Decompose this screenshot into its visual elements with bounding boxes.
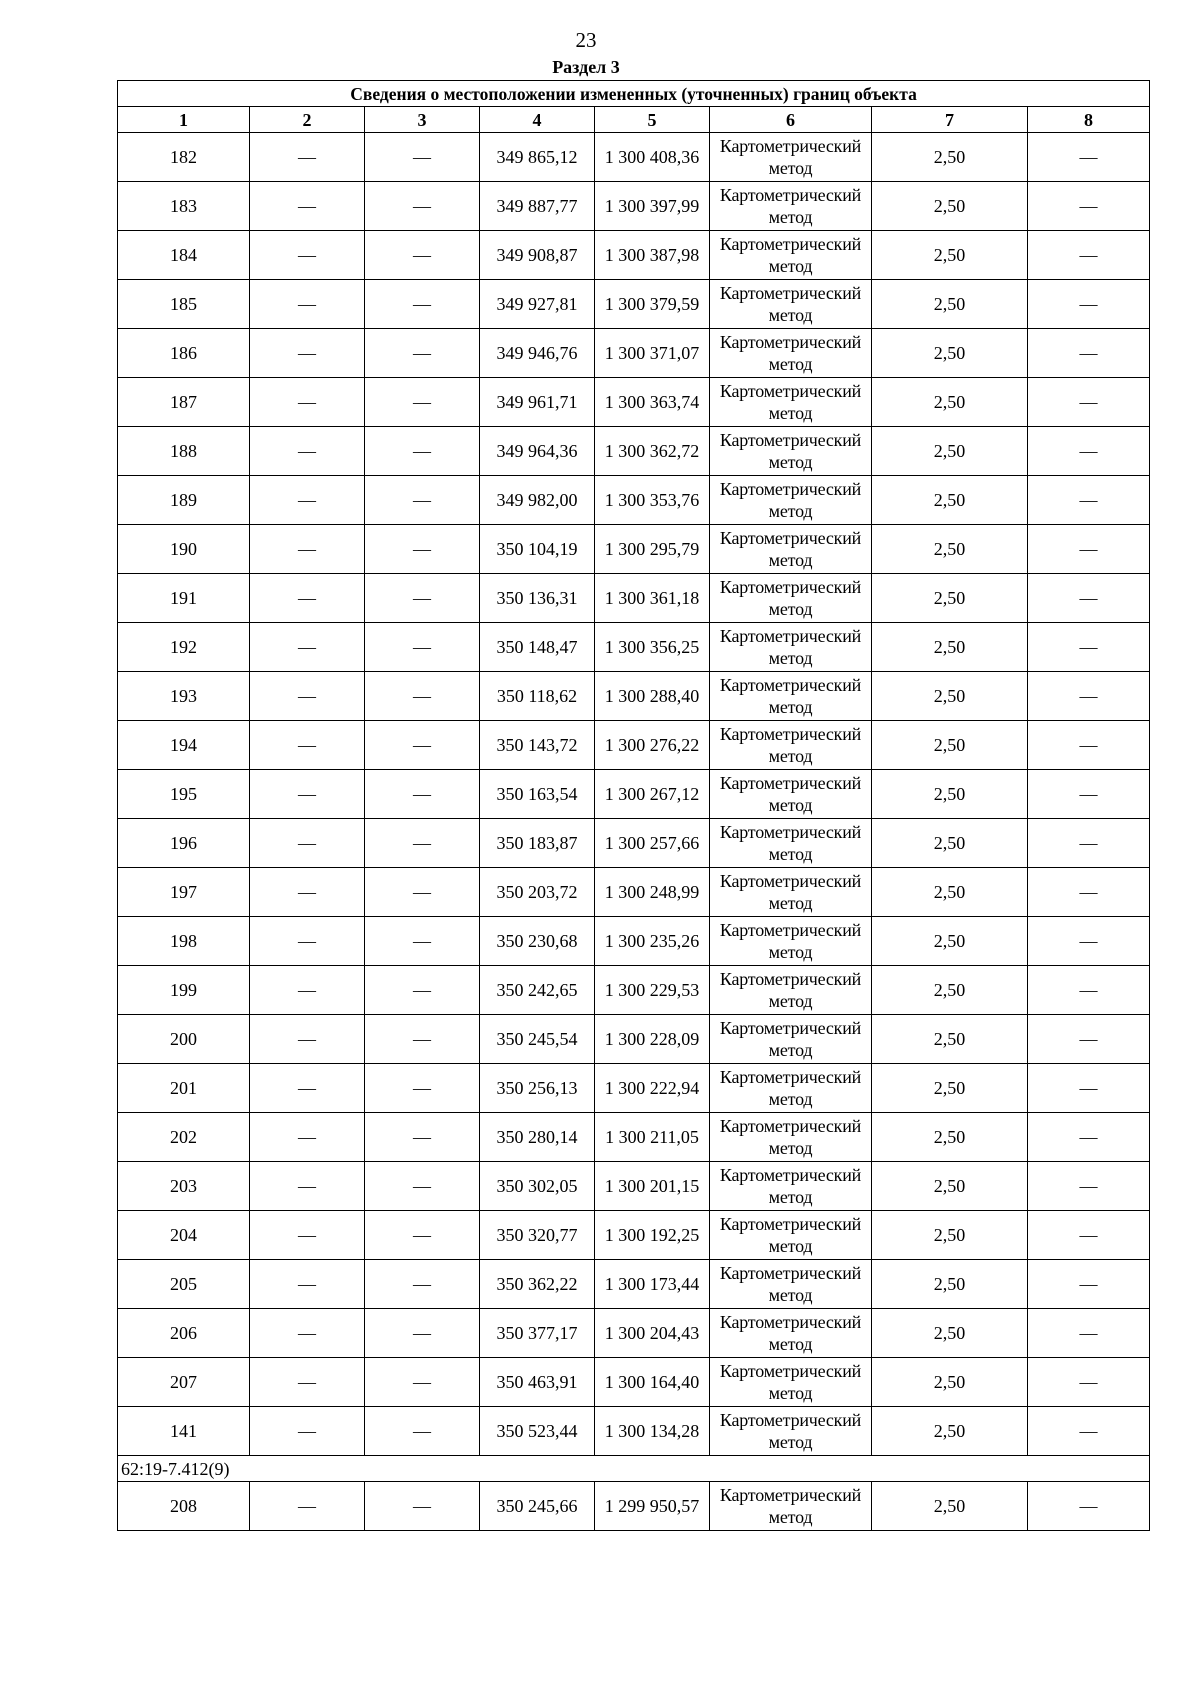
y-coordinate-cell: 1 300 257,66 bbox=[595, 819, 710, 868]
x-coordinate-cell: 349 908,87 bbox=[480, 231, 595, 280]
method-cell: Картометрический метод bbox=[710, 1260, 872, 1309]
group-row bbox=[118, 1456, 1150, 1482]
method-cell: Картометрический метод bbox=[710, 1482, 872, 1531]
empty-dash-cell: — bbox=[250, 868, 365, 917]
empty-dash-cell: — bbox=[250, 182, 365, 231]
empty-dash-cell: — bbox=[1028, 1260, 1150, 1309]
point-number-cell: 205 bbox=[118, 1260, 250, 1309]
point-number-cell: 198 bbox=[118, 917, 250, 966]
method-cell: Картометрический метод bbox=[710, 819, 872, 868]
point-number-cell: 141 bbox=[118, 1407, 250, 1456]
empty-dash-cell: — bbox=[365, 1015, 480, 1064]
empty-dash-cell: — bbox=[365, 378, 480, 427]
x-coordinate-cell: 349 887,77 bbox=[480, 182, 595, 231]
empty-dash-cell: — bbox=[1028, 966, 1150, 1015]
column-header: 2 bbox=[250, 107, 365, 133]
accuracy-cell: 2,50 bbox=[872, 1482, 1028, 1531]
method-cell: Картометрический метод bbox=[710, 721, 872, 770]
x-coordinate-cell: 350 256,13 bbox=[480, 1064, 595, 1113]
empty-dash-cell: — bbox=[1028, 1015, 1150, 1064]
y-coordinate-cell: 1 300 397,99 bbox=[595, 182, 710, 231]
empty-dash-cell: — bbox=[1028, 1482, 1150, 1531]
empty-dash-cell: — bbox=[250, 1113, 365, 1162]
empty-dash-cell: — bbox=[250, 1211, 365, 1260]
table-row bbox=[118, 917, 1150, 966]
y-coordinate-cell: 1 300 371,07 bbox=[595, 329, 710, 378]
accuracy-cell: 2,50 bbox=[872, 182, 1028, 231]
method-cell: Картометрический метод bbox=[710, 1064, 872, 1113]
point-number-cell: 206 bbox=[118, 1309, 250, 1358]
point-number-cell: 196 bbox=[118, 819, 250, 868]
table-row bbox=[118, 1260, 1150, 1309]
accuracy-cell: 2,50 bbox=[872, 231, 1028, 280]
empty-dash-cell: — bbox=[365, 1064, 480, 1113]
y-coordinate-cell: 1 300 353,76 bbox=[595, 476, 710, 525]
empty-dash-cell: — bbox=[1028, 1064, 1150, 1113]
empty-dash-cell: — bbox=[1028, 1309, 1150, 1358]
group-label: 62:19-7.412(9) bbox=[118, 1456, 1150, 1482]
boundary-table bbox=[117, 80, 1150, 1531]
empty-dash-cell: — bbox=[250, 231, 365, 280]
point-number-cell: 199 bbox=[118, 966, 250, 1015]
x-coordinate-cell: 350 203,72 bbox=[480, 868, 595, 917]
point-number-cell: 207 bbox=[118, 1358, 250, 1407]
table-row bbox=[118, 280, 1150, 329]
empty-dash-cell: — bbox=[1028, 770, 1150, 819]
accuracy-cell: 2,50 bbox=[872, 476, 1028, 525]
x-coordinate-cell: 350 377,17 bbox=[480, 1309, 595, 1358]
x-coordinate-cell: 350 463,91 bbox=[480, 1358, 595, 1407]
point-number-cell: 187 bbox=[118, 378, 250, 427]
empty-dash-cell: — bbox=[1028, 1358, 1150, 1407]
accuracy-cell: 2,50 bbox=[872, 917, 1028, 966]
accuracy-cell: 2,50 bbox=[872, 819, 1028, 868]
empty-dash-cell: — bbox=[250, 1309, 365, 1358]
accuracy-cell: 2,50 bbox=[872, 1015, 1028, 1064]
accuracy-cell: 2,50 bbox=[872, 329, 1028, 378]
empty-dash-cell: — bbox=[365, 1482, 480, 1531]
empty-dash-cell: — bbox=[250, 427, 365, 476]
y-coordinate-cell: 1 300 173,44 bbox=[595, 1260, 710, 1309]
table-row bbox=[118, 966, 1150, 1015]
y-coordinate-cell: 1 300 229,53 bbox=[595, 966, 710, 1015]
point-number-cell: 182 bbox=[118, 133, 250, 182]
empty-dash-cell: — bbox=[250, 819, 365, 868]
empty-dash-cell: — bbox=[250, 1482, 365, 1531]
column-header-row bbox=[118, 107, 1150, 133]
x-coordinate-cell: 350 163,54 bbox=[480, 770, 595, 819]
point-number-cell: 204 bbox=[118, 1211, 250, 1260]
empty-dash-cell: — bbox=[365, 231, 480, 280]
x-coordinate-cell: 349 964,36 bbox=[480, 427, 595, 476]
accuracy-cell: 2,50 bbox=[872, 868, 1028, 917]
table-row bbox=[118, 1482, 1150, 1531]
point-number-cell: 186 bbox=[118, 329, 250, 378]
empty-dash-cell: — bbox=[365, 133, 480, 182]
y-coordinate-cell: 1 300 248,99 bbox=[595, 868, 710, 917]
empty-dash-cell: — bbox=[365, 819, 480, 868]
column-header: 8 bbox=[1028, 107, 1150, 133]
accuracy-cell: 2,50 bbox=[872, 525, 1028, 574]
accuracy-cell: 2,50 bbox=[872, 378, 1028, 427]
empty-dash-cell: — bbox=[1028, 672, 1150, 721]
empty-dash-cell: — bbox=[1028, 1211, 1150, 1260]
table-row bbox=[118, 427, 1150, 476]
method-cell: Картометрический метод bbox=[710, 1407, 872, 1456]
x-coordinate-cell: 350 245,54 bbox=[480, 1015, 595, 1064]
y-coordinate-cell: 1 300 235,26 bbox=[595, 917, 710, 966]
accuracy-cell: 2,50 bbox=[872, 721, 1028, 770]
y-coordinate-cell: 1 300 267,12 bbox=[595, 770, 710, 819]
method-cell: Картометрический метод bbox=[710, 476, 872, 525]
empty-dash-cell: — bbox=[365, 427, 480, 476]
method-cell: Картометрический метод bbox=[710, 1309, 872, 1358]
y-coordinate-cell: 1 300 164,40 bbox=[595, 1358, 710, 1407]
empty-dash-cell: — bbox=[1028, 574, 1150, 623]
method-cell: Картометрический метод bbox=[710, 1162, 872, 1211]
empty-dash-cell: — bbox=[1028, 231, 1150, 280]
table-row bbox=[118, 623, 1150, 672]
y-coordinate-cell: 1 300 288,40 bbox=[595, 672, 710, 721]
empty-dash-cell: — bbox=[1028, 1113, 1150, 1162]
empty-dash-cell: — bbox=[365, 1407, 480, 1456]
y-coordinate-cell: 1 300 276,22 bbox=[595, 721, 710, 770]
empty-dash-cell: — bbox=[365, 476, 480, 525]
empty-dash-cell: — bbox=[365, 329, 480, 378]
column-header: 7 bbox=[872, 107, 1028, 133]
empty-dash-cell: — bbox=[250, 623, 365, 672]
empty-dash-cell: — bbox=[1028, 476, 1150, 525]
page-number: 23 bbox=[575, 28, 597, 52]
empty-dash-cell: — bbox=[1028, 623, 1150, 672]
empty-dash-cell: — bbox=[250, 721, 365, 770]
empty-dash-cell: — bbox=[1028, 182, 1150, 231]
accuracy-cell: 2,50 bbox=[872, 1260, 1028, 1309]
accuracy-cell: 2,50 bbox=[872, 672, 1028, 721]
x-coordinate-cell: 349 865,12 bbox=[480, 133, 595, 182]
empty-dash-cell: — bbox=[1028, 917, 1150, 966]
x-coordinate-cell: 350 183,87 bbox=[480, 819, 595, 868]
empty-dash-cell: — bbox=[1028, 1162, 1150, 1211]
method-cell: Картометрический метод bbox=[710, 1015, 872, 1064]
y-coordinate-cell: 1 300 387,98 bbox=[595, 231, 710, 280]
table-row bbox=[118, 672, 1150, 721]
empty-dash-cell: — bbox=[250, 1407, 365, 1456]
accuracy-cell: 2,50 bbox=[872, 574, 1028, 623]
method-cell: Картометрический метод bbox=[710, 1113, 872, 1162]
empty-dash-cell: — bbox=[250, 1064, 365, 1113]
y-coordinate-cell: 1 300 363,74 bbox=[595, 378, 710, 427]
method-cell: Картометрический метод bbox=[710, 574, 872, 623]
accuracy-cell: 2,50 bbox=[872, 1113, 1028, 1162]
accuracy-cell: 2,50 bbox=[872, 1309, 1028, 1358]
empty-dash-cell: — bbox=[365, 868, 480, 917]
y-coordinate-cell: 1 300 228,09 bbox=[595, 1015, 710, 1064]
empty-dash-cell: — bbox=[365, 917, 480, 966]
table-row bbox=[118, 1015, 1150, 1064]
method-cell: Картометрический метод bbox=[710, 378, 872, 427]
x-coordinate-cell: 350 302,05 bbox=[480, 1162, 595, 1211]
empty-dash-cell: — bbox=[365, 770, 480, 819]
point-number-cell: 183 bbox=[118, 182, 250, 231]
column-header: 4 bbox=[480, 107, 595, 133]
accuracy-cell: 2,50 bbox=[872, 1358, 1028, 1407]
method-cell: Картометрический метод bbox=[710, 1358, 872, 1407]
table-row bbox=[118, 574, 1150, 623]
table-row bbox=[118, 133, 1150, 182]
table-row bbox=[118, 1407, 1150, 1456]
point-number-cell: 208 bbox=[118, 1482, 250, 1531]
empty-dash-cell: — bbox=[250, 574, 365, 623]
empty-dash-cell: — bbox=[250, 1015, 365, 1064]
table-row bbox=[118, 770, 1150, 819]
column-header: 6 bbox=[710, 107, 872, 133]
method-cell: Картометрический метод bbox=[710, 133, 872, 182]
method-cell: Картометрический метод bbox=[710, 231, 872, 280]
x-coordinate-cell: 350 280,14 bbox=[480, 1113, 595, 1162]
table-row bbox=[118, 721, 1150, 770]
accuracy-cell: 2,50 bbox=[872, 1407, 1028, 1456]
empty-dash-cell: — bbox=[250, 280, 365, 329]
method-cell: Картометрический метод bbox=[710, 280, 872, 329]
empty-dash-cell: — bbox=[1028, 721, 1150, 770]
table-caption-row bbox=[118, 81, 1150, 107]
point-number-cell: 190 bbox=[118, 525, 250, 574]
section-title: Раздел 3 bbox=[552, 57, 620, 77]
point-number-cell: 193 bbox=[118, 672, 250, 721]
x-coordinate-cell: 349 927,81 bbox=[480, 280, 595, 329]
y-coordinate-cell: 1 300 361,18 bbox=[595, 574, 710, 623]
y-coordinate-cell: 1 300 211,05 bbox=[595, 1113, 710, 1162]
x-coordinate-cell: 349 946,76 bbox=[480, 329, 595, 378]
x-coordinate-cell: 349 961,71 bbox=[480, 378, 595, 427]
y-coordinate-cell: 1 300 408,36 bbox=[595, 133, 710, 182]
point-number-cell: 184 bbox=[118, 231, 250, 280]
empty-dash-cell: — bbox=[365, 672, 480, 721]
empty-dash-cell: — bbox=[250, 1358, 365, 1407]
method-cell: Картометрический метод bbox=[710, 917, 872, 966]
x-coordinate-cell: 350 136,31 bbox=[480, 574, 595, 623]
table-caption: Сведения о местоположении измененных (уточненных) границ объекта bbox=[118, 81, 1150, 107]
accuracy-cell: 2,50 bbox=[872, 1064, 1028, 1113]
table-row bbox=[118, 868, 1150, 917]
y-coordinate-cell: 1 300 222,94 bbox=[595, 1064, 710, 1113]
point-number-cell: 191 bbox=[118, 574, 250, 623]
x-coordinate-cell: 350 242,65 bbox=[480, 966, 595, 1015]
point-number-cell: 197 bbox=[118, 868, 250, 917]
empty-dash-cell: — bbox=[1028, 378, 1150, 427]
empty-dash-cell: — bbox=[250, 133, 365, 182]
empty-dash-cell: — bbox=[250, 672, 365, 721]
accuracy-cell: 2,50 bbox=[872, 133, 1028, 182]
method-cell: Картометрический метод bbox=[710, 182, 872, 231]
point-number-cell: 192 bbox=[118, 623, 250, 672]
accuracy-cell: 2,50 bbox=[872, 770, 1028, 819]
empty-dash-cell: — bbox=[365, 280, 480, 329]
empty-dash-cell: — bbox=[1028, 427, 1150, 476]
empty-dash-cell: — bbox=[250, 1162, 365, 1211]
empty-dash-cell: — bbox=[250, 966, 365, 1015]
empty-dash-cell: — bbox=[365, 966, 480, 1015]
method-cell: Картометрический метод bbox=[710, 427, 872, 476]
table-row bbox=[118, 182, 1150, 231]
table-row bbox=[118, 378, 1150, 427]
column-header: 5 bbox=[595, 107, 710, 133]
x-coordinate-cell: 350 320,77 bbox=[480, 1211, 595, 1260]
x-coordinate-cell: 350 118,62 bbox=[480, 672, 595, 721]
table-row bbox=[118, 1162, 1150, 1211]
accuracy-cell: 2,50 bbox=[872, 623, 1028, 672]
point-number-cell: 195 bbox=[118, 770, 250, 819]
y-coordinate-cell: 1 300 362,72 bbox=[595, 427, 710, 476]
table-row bbox=[118, 329, 1150, 378]
y-coordinate-cell: 1 300 204,43 bbox=[595, 1309, 710, 1358]
empty-dash-cell: — bbox=[365, 574, 480, 623]
table-row bbox=[118, 1211, 1150, 1260]
x-coordinate-cell: 350 230,68 bbox=[480, 917, 595, 966]
point-number-cell: 185 bbox=[118, 280, 250, 329]
point-number-cell: 202 bbox=[118, 1113, 250, 1162]
empty-dash-cell: — bbox=[365, 1260, 480, 1309]
empty-dash-cell: — bbox=[1028, 133, 1150, 182]
point-number-cell: 201 bbox=[118, 1064, 250, 1113]
empty-dash-cell: — bbox=[365, 1309, 480, 1358]
point-number-cell: 194 bbox=[118, 721, 250, 770]
method-cell: Картометрический метод bbox=[710, 672, 872, 721]
accuracy-cell: 2,50 bbox=[872, 427, 1028, 476]
method-cell: Картометрический метод bbox=[710, 770, 872, 819]
accuracy-cell: 2,50 bbox=[872, 1162, 1028, 1211]
point-number-cell: 200 bbox=[118, 1015, 250, 1064]
table-row bbox=[118, 1064, 1150, 1113]
y-coordinate-cell: 1 300 134,28 bbox=[595, 1407, 710, 1456]
x-coordinate-cell: 350 143,72 bbox=[480, 721, 595, 770]
y-coordinate-cell: 1 300 356,25 bbox=[595, 623, 710, 672]
empty-dash-cell: — bbox=[1028, 280, 1150, 329]
empty-dash-cell: — bbox=[365, 1211, 480, 1260]
empty-dash-cell: — bbox=[1028, 329, 1150, 378]
empty-dash-cell: — bbox=[250, 1260, 365, 1309]
table-row bbox=[118, 1309, 1150, 1358]
table-row bbox=[118, 819, 1150, 868]
x-coordinate-cell: 350 104,19 bbox=[480, 525, 595, 574]
x-coordinate-cell: 350 245,66 bbox=[480, 1482, 595, 1531]
empty-dash-cell: — bbox=[1028, 819, 1150, 868]
accuracy-cell: 2,50 bbox=[872, 1211, 1028, 1260]
method-cell: Картометрический метод bbox=[710, 623, 872, 672]
accuracy-cell: 2,50 bbox=[872, 966, 1028, 1015]
table-row bbox=[118, 476, 1150, 525]
y-coordinate-cell: 1 299 950,57 bbox=[595, 1482, 710, 1531]
x-coordinate-cell: 349 982,00 bbox=[480, 476, 595, 525]
empty-dash-cell: — bbox=[250, 770, 365, 819]
empty-dash-cell: — bbox=[365, 721, 480, 770]
empty-dash-cell: — bbox=[365, 182, 480, 231]
method-cell: Картометрический метод bbox=[710, 868, 872, 917]
empty-dash-cell: — bbox=[250, 378, 365, 427]
y-coordinate-cell: 1 300 192,25 bbox=[595, 1211, 710, 1260]
empty-dash-cell: — bbox=[1028, 868, 1150, 917]
empty-dash-cell: — bbox=[250, 329, 365, 378]
accuracy-cell: 2,50 bbox=[872, 280, 1028, 329]
empty-dash-cell: — bbox=[250, 476, 365, 525]
method-cell: Картометрический метод bbox=[710, 525, 872, 574]
empty-dash-cell: — bbox=[1028, 1407, 1150, 1456]
column-header: 3 bbox=[365, 107, 480, 133]
x-coordinate-cell: 350 362,22 bbox=[480, 1260, 595, 1309]
method-cell: Картометрический метод bbox=[710, 966, 872, 1015]
empty-dash-cell: — bbox=[365, 623, 480, 672]
x-coordinate-cell: 350 148,47 bbox=[480, 623, 595, 672]
method-cell: Картометрический метод bbox=[710, 1211, 872, 1260]
empty-dash-cell: — bbox=[365, 1113, 480, 1162]
table-row bbox=[118, 525, 1150, 574]
table-row bbox=[118, 1113, 1150, 1162]
x-coordinate-cell: 350 523,44 bbox=[480, 1407, 595, 1456]
y-coordinate-cell: 1 300 379,59 bbox=[595, 280, 710, 329]
empty-dash-cell: — bbox=[250, 917, 365, 966]
point-number-cell: 188 bbox=[118, 427, 250, 476]
empty-dash-cell: — bbox=[365, 525, 480, 574]
empty-dash-cell: — bbox=[250, 525, 365, 574]
empty-dash-cell: — bbox=[365, 1162, 480, 1211]
y-coordinate-cell: 1 300 201,15 bbox=[595, 1162, 710, 1211]
empty-dash-cell: — bbox=[365, 1358, 480, 1407]
method-cell: Картометрический метод bbox=[710, 329, 872, 378]
table-body bbox=[118, 81, 1150, 1531]
point-number-cell: 189 bbox=[118, 476, 250, 525]
y-coordinate-cell: 1 300 295,79 bbox=[595, 525, 710, 574]
column-header: 1 bbox=[118, 107, 250, 133]
table-row bbox=[118, 1358, 1150, 1407]
point-number-cell: 203 bbox=[118, 1162, 250, 1211]
table-row bbox=[118, 231, 1150, 280]
empty-dash-cell: — bbox=[1028, 525, 1150, 574]
